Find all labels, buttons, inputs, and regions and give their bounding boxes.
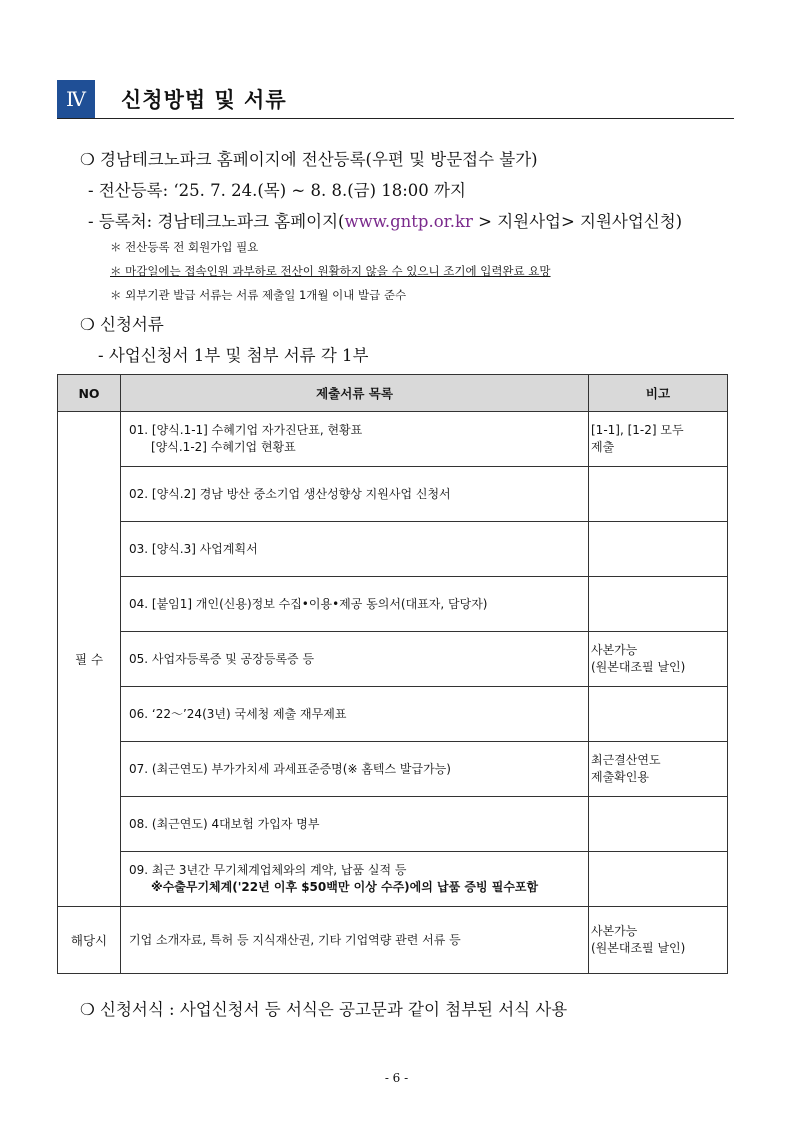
doc-item: 01. [양식.1-1] 수혜기업 자가진단표, 현황표 [양식.1-2] 수혜기업 현황표	[121, 412, 589, 467]
doc-item: 07. (최근연도) 부가가치세 과세표준증명(※ 홈텍스 발급가능)	[121, 742, 589, 797]
site-prefix: - 등록처: 경남테크노파크 홈페이지(	[88, 212, 345, 231]
doc-remark: 사본가능 (원본대조필 날인)	[589, 907, 728, 974]
doc-remark: 최근결산연도 제출확인용	[589, 742, 728, 797]
doc-item: 03. [양식.3] 사업계획서	[121, 522, 589, 577]
doc-remark	[589, 467, 728, 522]
site-line	[88, 208, 682, 232]
table-header-row	[58, 375, 728, 412]
doc-item: 05. 사업자등록증 및 공장등록증 등	[121, 632, 589, 687]
doc-remark: [1-1], [1-2] 모두 제출	[589, 412, 728, 467]
docs-heading: ❍ 신청서류	[80, 315, 164, 334]
table-row	[58, 577, 728, 632]
site-suffix: > 지원사업> 지원사업신청)	[472, 212, 683, 231]
doc-item: 06. ‘22～’24(3년) 국세청 제출 재무제표	[121, 687, 589, 742]
table-row	[58, 907, 728, 974]
category-required: 필 수	[58, 412, 121, 907]
docs-subline: - 사업신청서 1부 및 첨부 서류 각 1부	[98, 346, 369, 365]
doc-remark	[589, 522, 728, 577]
table-row	[58, 687, 728, 742]
doc-remark: 사본가능 (원본대조필 날인)	[589, 632, 728, 687]
doc-item: 08. (최근연도) 4대보험 가입자 명부	[121, 797, 589, 852]
table-row	[58, 632, 728, 687]
section-title: 신청방법 및 서류	[121, 88, 287, 112]
table-row	[58, 522, 728, 577]
doc-remark	[589, 687, 728, 742]
doc-item: 09. 최근 3년간 무기체계업체와의 계약, 납품 실적 등 ※수출무기체계('22년 이후 $50백만 이상 수주)에의 납품 증빙 필수포함	[121, 852, 589, 907]
period-line: - 전산등록: ‘25. 7. 24.(목) ~ 8. 8.(금) 18:00 까지	[88, 181, 466, 200]
table-row	[58, 742, 728, 797]
documents-table	[57, 374, 728, 974]
doc-remark	[589, 852, 728, 907]
table-row	[58, 412, 728, 467]
table-row	[58, 852, 728, 907]
doc-remark	[589, 577, 728, 632]
header-no: NO	[58, 375, 121, 412]
section-header	[57, 80, 734, 119]
header-list: 제출서류 목록	[121, 375, 589, 412]
form-line: ❍ 신청서식 : 사업신청서 등 서식은 공고문과 같이 첨부된 서식 사용	[80, 1000, 568, 1019]
section-number: Ⅳ	[57, 80, 95, 118]
apply-method-line: ❍ 경남테크노파크 홈페이지에 전산등록(우편 및 방문접수 불가)	[80, 150, 538, 169]
doc-item: 04. [붙임1] 개인(신용)정보 수집•이용•제공 동의서(대표자, 담당자)	[121, 577, 589, 632]
header-remark: 비고	[589, 375, 728, 412]
page-number: - 6 -	[384, 1071, 409, 1085]
doc-item: 기업 소개자료, 특허 등 지식재산권, 기타 기업역량 관련 서류 등	[121, 907, 589, 974]
category-optional: 해당시	[58, 907, 121, 974]
table-row	[58, 467, 728, 522]
doc-item: 02. [양식.2] 경남 방산 중소기업 생산성향상 지원사업 신청서	[121, 467, 589, 522]
site-link[interactable]: www.gntp.or.kr	[344, 212, 473, 231]
note-external-docs: ＊ 외부기관 발급 서류는 서류 제출일 1개월 이내 발급 준수	[110, 288, 407, 302]
doc-remark	[589, 797, 728, 852]
note-deadline-warning: ＊ 마감일에는 접속인원 과부하로 전산이 원활하지 않을 수 있으니 조기에 입력완료 요망	[110, 264, 551, 278]
note-signup: ＊ 전산등록 전 회원가입 필요	[110, 240, 259, 254]
table-row	[58, 797, 728, 852]
